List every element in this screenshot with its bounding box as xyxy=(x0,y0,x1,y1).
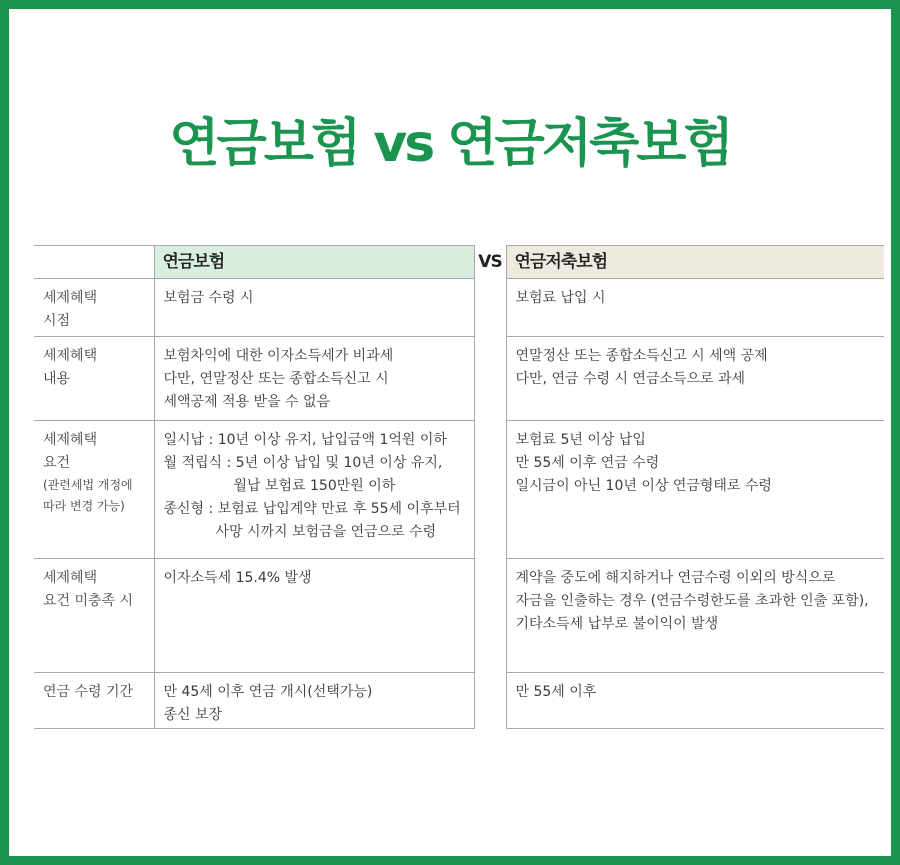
table-row xyxy=(34,337,884,421)
pension-savings-cell: 보험료 납입 시 xyxy=(506,279,884,337)
table-row xyxy=(34,559,884,673)
row-label: 세제혜택 시점 xyxy=(34,279,154,337)
row-label: 연금 수령 기간 xyxy=(34,673,154,729)
table-row xyxy=(34,279,884,337)
pension-savings-cell: 연말정산 또는 종합소득신고 시 세액 공제 다만, 연금 수령 시 연금소득으로 과세 xyxy=(506,337,884,421)
row-label: 세제혜택 요건 미충족 시 xyxy=(34,559,154,673)
row-label: 세제혜택 내용 xyxy=(34,337,154,421)
pension-insurance-cell: 이자소득세 15.4% 발생 xyxy=(154,559,474,673)
pension-insurance-cell: 만 45세 이후 연금 개시(선택가능) 종신 보장 xyxy=(154,673,474,729)
table-header-row xyxy=(34,246,884,279)
table-row xyxy=(34,673,884,729)
pension-insurance-cell: 일시납 : 10년 이상 유지, 납입금액 1억원 이하 월 적립식 : 5년 이상 납입 및 10년 이상 유지, 월납 보험료 150만원 이하 종신형 : 보험료 납입계약 만료 후 55세 이후부터 사망 시까지 보험금을 연금으로 수령 xyxy=(154,421,474,559)
pension-savings-cell: 계약을 중도에 해지하거나 연금수령 이외의 방식으로 자금을 인출하는 경우 (연금수령한도를 초과한 인출 포함), 기타소득세 납부로 불이익이 발생 xyxy=(506,559,884,673)
pension-savings-cell: 만 55세 이후 xyxy=(506,673,884,729)
pension-savings-cell: 보험료 5년 이상 납입 만 55세 이후 연금 수령 일시금이 아닌 10년 이상 연금형태로 수령 xyxy=(506,421,884,559)
header-pension-savings-insurance: 연금저축보험 xyxy=(506,246,884,279)
table-row xyxy=(34,421,884,559)
comparison-table xyxy=(34,245,884,729)
vs-label: VS xyxy=(478,251,502,272)
pension-insurance-cell: 보험금 수령 시 xyxy=(154,279,474,337)
header-pension-insurance: 연금보험 xyxy=(154,246,474,279)
page-title: 연금보험 vs 연금저축보험 xyxy=(169,114,731,174)
header-empty-cell xyxy=(34,246,154,279)
row-label: 세제혜택 요건 (관련세법 개정에 따라 변경 가능) xyxy=(34,421,154,559)
pension-insurance-cell: 보험차익에 대한 이자소득세가 비과세 다만, 연말정산 또는 종합소득신고 시 세액공제 적용 받을 수 없음 xyxy=(154,337,474,421)
